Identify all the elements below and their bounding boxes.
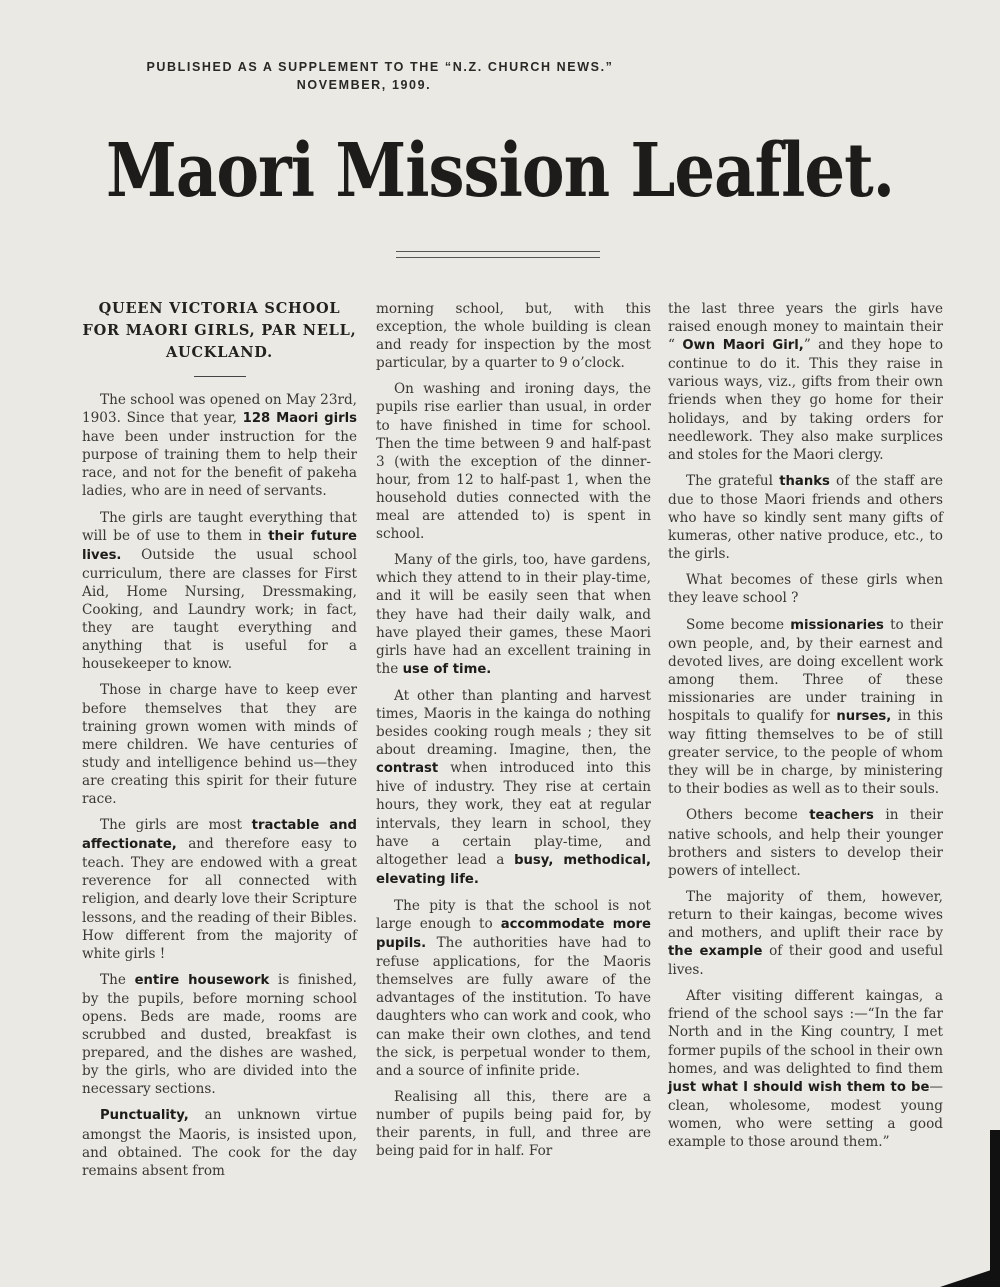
emphasis: use of time. xyxy=(402,661,492,677)
column-2 xyxy=(376,300,651,1168)
paragraph: On washing and ironing days, the pupils rise earlier than usual, in order to have finished in time for school. Then the time between 9 and half-past 3 (with the exception of the dinner-hour, from 12 to half-past 1, when the household duties connected with the meal are attended to) is spent in school. xyxy=(376,381,651,543)
emphasis: teachers xyxy=(809,808,874,824)
page-edge-shadow xyxy=(990,1130,1000,1287)
paragraph: Some become missionaries to their own people, and, by their earnest and devoted lives, are doing excellent work among them. Three of these missionaries are under training in hospitals to qualify for nurses, in this way fitting themselves to be of still greater service, to the people of whom they will be in charge, by ministering to their bodies as well as to their souls. xyxy=(668,616,943,798)
paragraph: the last three years the girls have raised enough money to maintain their “ Own Maori Girl,” and they hope to continue to do it. This they raise in various ways, viz., gifts from their own friends when they go home for their holidays, and by taking orders for needlework. They also make surplices and stoles for the Maori clergy. xyxy=(668,301,944,463)
column-3-paragraphs xyxy=(668,300,943,1151)
paragraph: The entire housework is finished, by the pupils, before morning school opens. Beds are made, rooms are scrubbed and dusted, breakfast is prepared, and the dishes are washed, by the girls, who are divided into the necessary sections. xyxy=(82,971,358,1098)
paragraph: The school was opened on May 23rd, 1903. Since that year, 128 Maori girls have been under instruction for the purpose of training them to help their race, and not for the benefit of pakeha ladies, who are in need of servants. xyxy=(82,392,357,500)
paragraph: The majority of them, however, return to their kaingas, become wives and mothers, and uplift their race by the example of their good and useful lives. xyxy=(668,888,943,979)
paragraph: Many of the girls, too, have gardens, which they attend to in their play-time, and it will be easily seen that when they have had their daily walk, and have played their games, these Maori girls have had an excellent training in the use of time. xyxy=(376,552,651,677)
headline-rule xyxy=(194,376,246,377)
emphasis: their future lives. xyxy=(82,528,357,563)
column-1-paragraphs xyxy=(82,391,357,1180)
paragraph: The girls are taught everything that will be of use to them in their future lives. Outside the usual school curriculum, there are classes for First Aid, Home Nursing, Dressmaking, Cooking, and Laundry work; in fact, they are taught everything and anything that is useful for a housekeeper to know. xyxy=(82,509,357,673)
page-corner xyxy=(940,1267,1000,1287)
paragraph: Others become teachers in their native schools, and help their younger brothers and sisters to develop their powers of intellect. xyxy=(668,807,943,879)
emphasis: nurses, xyxy=(836,708,892,724)
emphasis: entire housework xyxy=(134,972,270,988)
emphasis: accommodate more pupils. xyxy=(376,917,651,952)
paragraph: The girls are most tractable and affectionate, and therefore easy to teach. They are endowed with a great reverence for all connected with religion, and dearly love their Scripture lessons, and the reading of their Bibles. How different from the majority of white girls ! xyxy=(82,817,357,962)
paragraph: Those in charge have to keep ever before themselves that they are training grown women with minds of mere children. We have centuries of study and intelligence behind us—they are creating this spirit for their future race. xyxy=(82,682,357,807)
emphasis: 128 Maori girls xyxy=(242,411,357,427)
paragraph: morning school, but, with this exception, the whole building is clean and ready for inspection by the most particular, by a quarter to 9 o’clock. xyxy=(376,301,651,372)
emphasis: missionaries xyxy=(790,617,884,633)
paragraph: After visiting different kaingas, a friend of the school says :—“In the far North and in the King country, I met former pupils of the school in their own homes, and was delighted to find them just what I should wish them to be—clean, wholesome, modest young women, who were setting a good example to those around them.” xyxy=(668,988,943,1151)
article-body xyxy=(82,298,952,1258)
paragraph: Punctuality, an unknown virtue amongst the Maoris, is insisted upon, and obtained. The cook for the day remains absent from xyxy=(82,1107,357,1179)
masthead-double-rule xyxy=(396,251,600,258)
publication-line: PUBLISHED AS A SUPPLEMENT TO THE “N.Z. CHURCH NEWS.” xyxy=(146,60,614,74)
paragraph: Realising all this, there are a number of pupils being paid for, by their parents, in full, and three are being paid for in half. For xyxy=(376,1088,651,1160)
masthead-title: Maori Mission Leaflet. xyxy=(106,128,894,215)
column-2-paragraphs xyxy=(376,300,651,1160)
emphasis: Punctuality, xyxy=(100,1108,189,1124)
column-1 xyxy=(82,298,357,1188)
paragraph: At other than planting and harvest times, Maoris in the kainga do nothing besides cooking rough meals ; they sit about dreaming. Imagine, then, the contrast when introduced into this hive of industry. They rise at certain hours, they work, they eat at regular intervals, they learn in school, they have a certain play-time, and altogether lead a busy, methodical, elevating life. xyxy=(376,687,651,887)
emphasis: contrast xyxy=(376,761,439,777)
emphasis: busy, methodical, elevating life. xyxy=(376,852,651,887)
emphasis: the example xyxy=(668,944,763,960)
date-line: NOVEMBER, 1909. xyxy=(296,78,432,92)
column-3 xyxy=(668,300,943,1159)
emphasis: tractable and affectionate, xyxy=(82,818,357,853)
paragraph: What becomes of these girls when they leave school ? xyxy=(668,572,943,607)
emphasis: just what I should wish them to be xyxy=(668,1079,930,1095)
emphasis: thanks xyxy=(779,473,830,489)
article-headline: QUEEN VICTORIA SCHOOL FOR MAORI GIRLS, PAR NELL, AUCKLAND. xyxy=(82,300,357,361)
paragraph: The grateful thanks of the staff are due to those Maori friends and others who have so kindly sent many gifts of kumeras, other native produce, etc., to the girls. xyxy=(668,472,943,563)
paragraph: The pity is that the school is not large enough to accommodate more pupils. The authorities have had to refuse applications, for the Maoris themselves are fully aware of the advantages of the institution. To have daughters who can work and cook, who can make their own clothes, and tend the sick, is perpetual wonder to them, and a source of infinite pride. xyxy=(376,897,651,1079)
emphasis: Own Maori Girl, xyxy=(682,338,804,354)
